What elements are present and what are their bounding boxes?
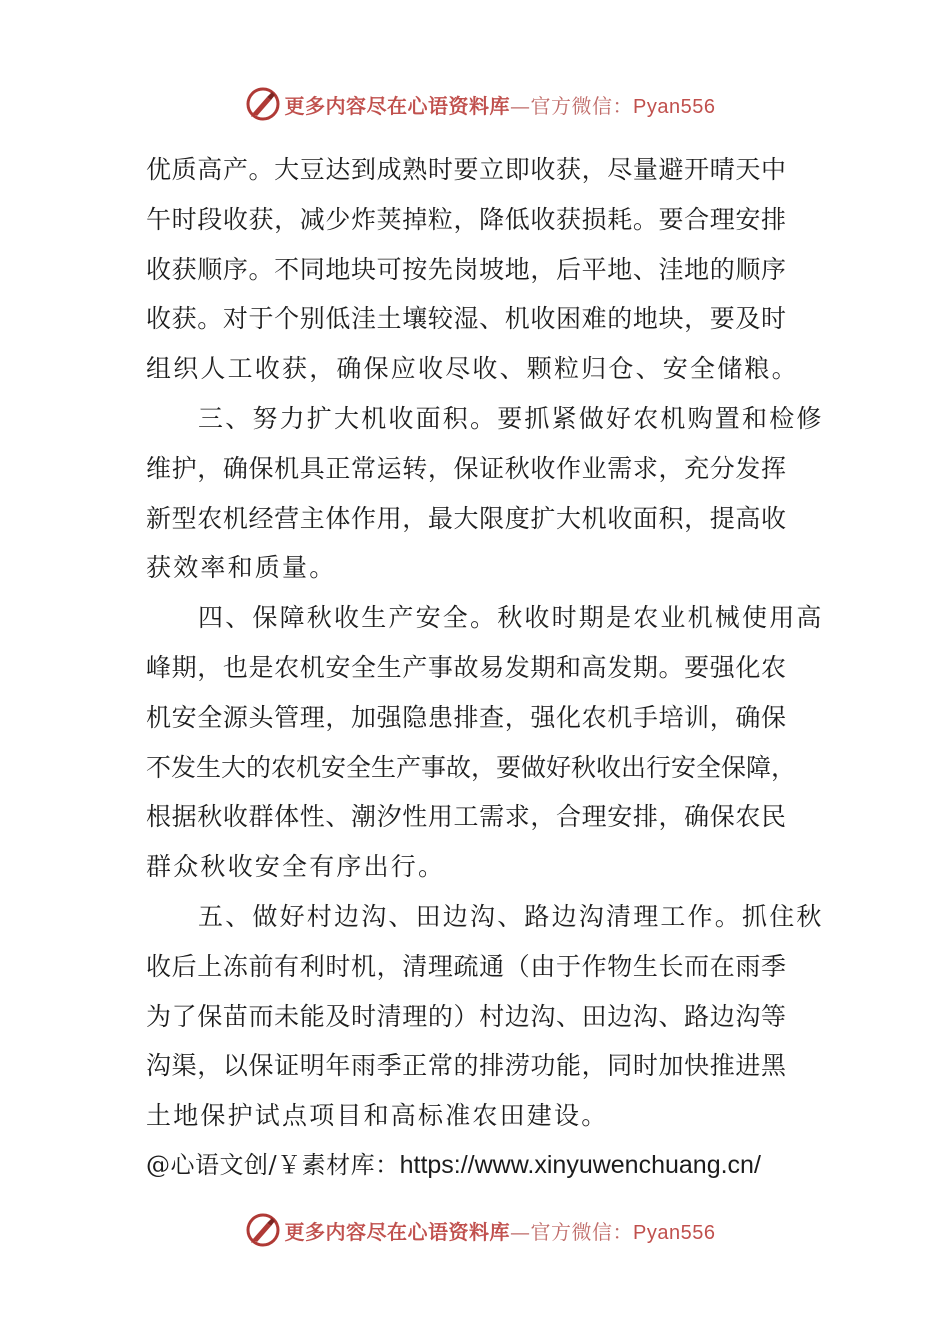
body-line: 五、做好村边沟、田边沟、路边沟清理工作。抓住秋: [198, 901, 824, 931]
header-banner-text: [285, 90, 716, 119]
body-line: 收后上冻前有利时机，清理疏通（由于作物生长而在雨季: [146, 951, 786, 981]
document-body: [146, 145, 824, 1191]
pen-logo-icon: [245, 1212, 281, 1248]
body-line: 机安全源头管理，加强隐患排查，强化农机手培训，确保: [146, 702, 786, 732]
body-line: 沟渠，以保证明年雨季正常的排涝功能，同时加快推进黑: [146, 1051, 786, 1081]
body-line: 午时段收获，减少炸荚掉粒，降低收获损耗。要合理安排: [146, 204, 786, 234]
pen-logo-icon: [245, 86, 281, 122]
body-line: 新型农机经营主体作用，最大限度扩大机收面积，提高收: [146, 503, 786, 533]
body-line: 四、保障秋收生产安全。秋收时期是农业机械使用高: [198, 603, 824, 633]
footer-banner-tail: —官方微信：: [510, 1219, 634, 1244]
body-line: 不发生大的农机安全生产事故，要做好秋收出行安全保障，: [146, 752, 797, 782]
header-banner-wechat: Pyan556: [633, 95, 716, 118]
body-line: 峰期，也是农机安全生产事故易发期和高发期。要强化农: [146, 652, 786, 682]
header-banner-main: 更多内容尽在心语资料库: [284, 93, 511, 118]
source-prefix: @心语文创/￥素材库：: [146, 1150, 400, 1179]
body-line: 为了保苗而未能及时清理的）村边沟、田边沟、路边沟等: [146, 1001, 786, 1031]
body-line: 土地保护试点项目和高标准农田建设。: [146, 1101, 609, 1131]
body-line: 组织人工收获，确保应收尽收、颗粒归仓、安全储粮。: [146, 354, 799, 384]
footer-banner: [0, 1210, 950, 1250]
footer-banner-wechat: Pyan556: [633, 1221, 716, 1244]
body-line: 三、努力扩大机收面积。要抓紧做好农机购置和检修: [198, 403, 824, 433]
footer-banner-text: [285, 1216, 716, 1245]
body-line: 收获。对于个别低洼土壤较湿、机收困难的地块，要及时: [146, 304, 786, 334]
body-line: 收获顺序。不同地块可按先岗坡地，后平地、洼地的顺序: [146, 254, 786, 284]
header-banner: [0, 84, 950, 124]
body-line: 维护，确保机具正常运转，保证秋收作业需求，充分发挥: [146, 453, 786, 483]
body-line: 根据秋收群体性、潮汐性用工需求，合理安排，确保农民: [146, 802, 786, 832]
body-line: 优质高产。大豆达到成熟时要立即收获，尽量避开晴天中: [146, 155, 786, 184]
source-line: [146, 1141, 786, 1191]
header-banner-tail: —官方微信：: [510, 93, 634, 118]
footer-banner-main: 更多内容尽在心语资料库: [284, 1219, 511, 1244]
source-url-link[interactable]: https://www.xinyuwenchuang.cn/: [399, 1150, 761, 1179]
body-line: 获效率和质量。: [146, 553, 337, 583]
body-line: 群众秋收安全有序出行。: [146, 852, 446, 882]
